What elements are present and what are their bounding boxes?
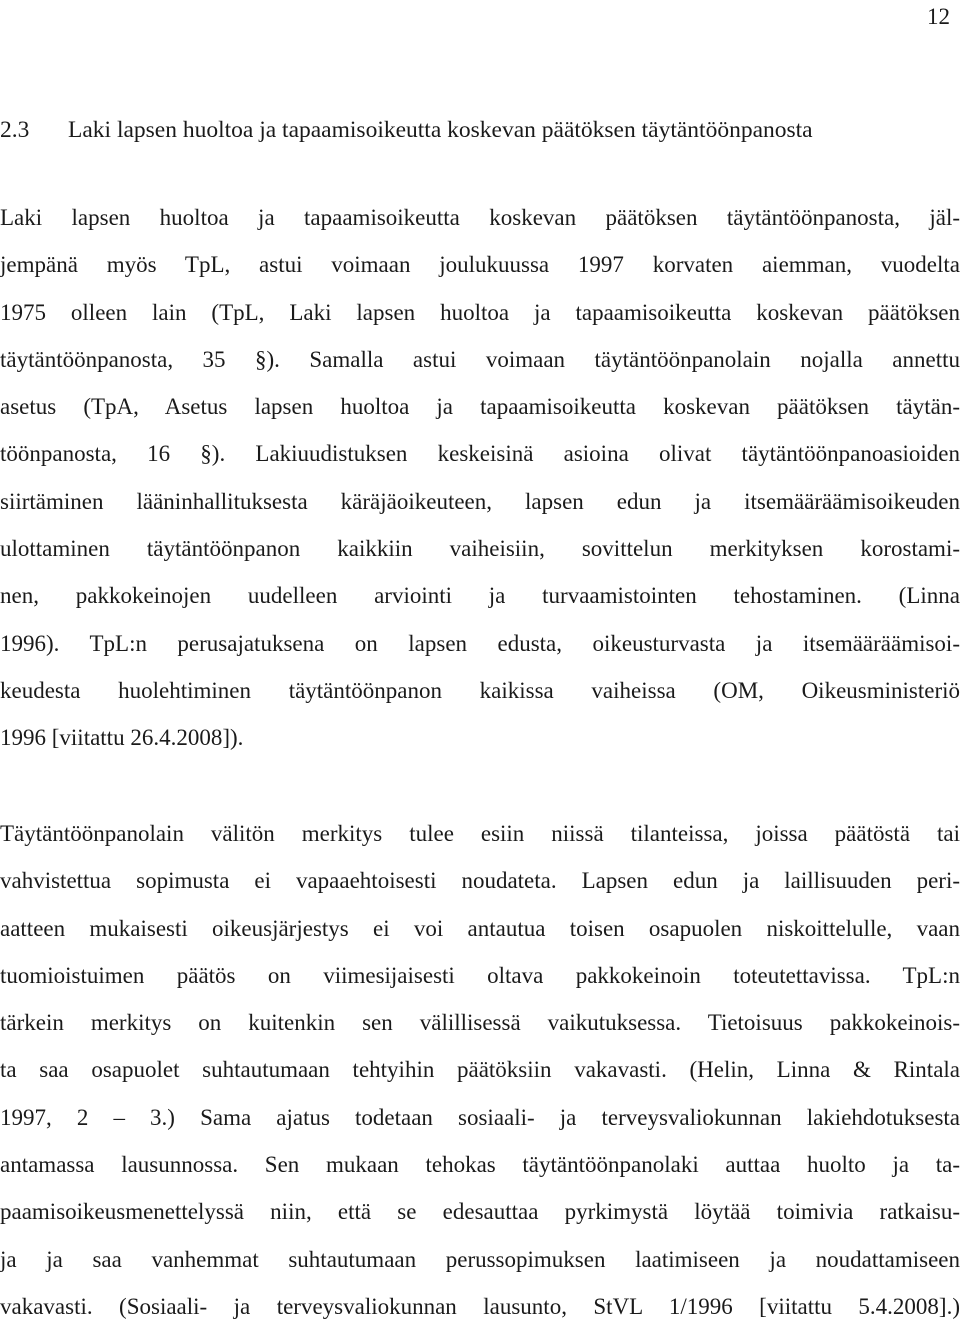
paragraph-line: jempänä myös TpL, astui voimaan joulukuussa 1997 korvaten aiemman, vuodelta: [0, 252, 960, 278]
paragraph-line: nen, pakkokeinojen uudelleen arviointi ja turvaamistointen tehostaminen. (Linna: [0, 583, 960, 609]
paragraph-1: [0, 194, 960, 762]
paragraph-line: 1996 [viitattu 26.4.2008]).: [0, 725, 244, 751]
paragraph-line: töönpanosta, 16 §). Lakiuudistuksen keskeisinä asioina olivat täytäntöönpanoasioiden: [0, 441, 960, 467]
paragraph-line: vakavasti. (Sosiaali- ja terveysvaliokunnan lausunto, StVL 1/1996 [viitattu 5.4.2008].): [0, 1293, 960, 1319]
section-number: 2.3: [0, 117, 30, 143]
section-heading: [0, 114, 960, 146]
paragraph-line: antamassa lausunnossa. Sen mukaan tehokas täytäntöönpanolaki auttaa huolto ja ta-: [0, 1152, 960, 1178]
paragraph-line: tärkein merkitys on kuitenkin sen välillisessä vaikutuksessa. Tietoisuus pakkokeinois-: [0, 1010, 960, 1036]
paragraph-line: 1996). TpL:n perusajatuksena on lapsen edusta, oikeusturvasta ja itsemääräämisoi-: [0, 630, 960, 656]
paragraph-line: 1997, 2 – 3.) Sama ajatus todetaan sosiaali- ja terveysvaliokunnan lakiehdotuksesta: [0, 1104, 960, 1130]
paragraph-line: siirtäminen lääninhallituksesta käräjäoikeuteen, lapsen edun ja itsemääräämisoikeuden: [0, 488, 960, 514]
paragraph-line: ta saa osapuolet suhtautumaan tehtyihin päätöksiin vakavasti. (Helin, Linna & Rintala: [0, 1057, 960, 1083]
page-number: 12: [927, 4, 950, 29]
paragraph-line: aatteen mukaisesti oikeusjärjestys ei voi antautua toisen osapuolen niskoittelulle, vaan: [0, 915, 960, 941]
section-title: Laki lapsen huoltoa ja tapaamisoikeutta koskevan päätöksen täytäntöönpanosta: [68, 117, 813, 143]
paragraph-line: vahvistettua sopimusta ei vapaaehtoisesti noudateta. Lapsen edun ja laillisuuden peri-: [0, 868, 960, 894]
paragraph-2: [0, 810, 960, 1330]
paragraph-line: asetus (TpA, Asetus lapsen huoltoa ja tapaamisoikeutta koskevan päätöksen täytän-: [0, 394, 960, 420]
paragraph-line: keudesta huolehtiminen täytäntöönpanon kaikissa vaiheissa (OM, Oikeusministeriö: [0, 677, 960, 703]
paragraph-line: 1975 olleen lain (TpL, Laki lapsen huoltoa ja tapaamisoikeutta koskevan päätöksen: [0, 299, 960, 325]
paragraph-line: täytäntöönpanosta, 35 §). Samalla astui voimaan täytäntöönpanolain nojalla annettu: [0, 346, 960, 372]
paragraph-line: ulottaminen täytäntöönpanon kaikkiin vaiheisiin, sovittelun merkityksen korostami-: [0, 536, 960, 562]
paragraph-line: ja ja saa vanhemmat suhtautumaan perussopimuksen laatimiseen ja noudattamiseen: [0, 1246, 960, 1272]
paragraph-line: tuomioistuimen päätös on viimesijaisesti oltava pakkokeinoin toteutettavissa. TpL:n: [0, 962, 960, 988]
paragraph-line: paamisoikeusmenettelyssä niin, että se edesauttaa pyrkimystä löytää toimivia ratkaisu-: [0, 1199, 960, 1225]
paragraph-line: Täytäntöönpanolain välitön merkitys tulee esiin niissä tilanteissa, joissa päätöstä tai: [0, 821, 960, 846]
paragraph-line: Laki lapsen huoltoa ja tapaamisoikeutta koskevan päätöksen täytäntöönpanosta, jäl-: [0, 205, 960, 230]
